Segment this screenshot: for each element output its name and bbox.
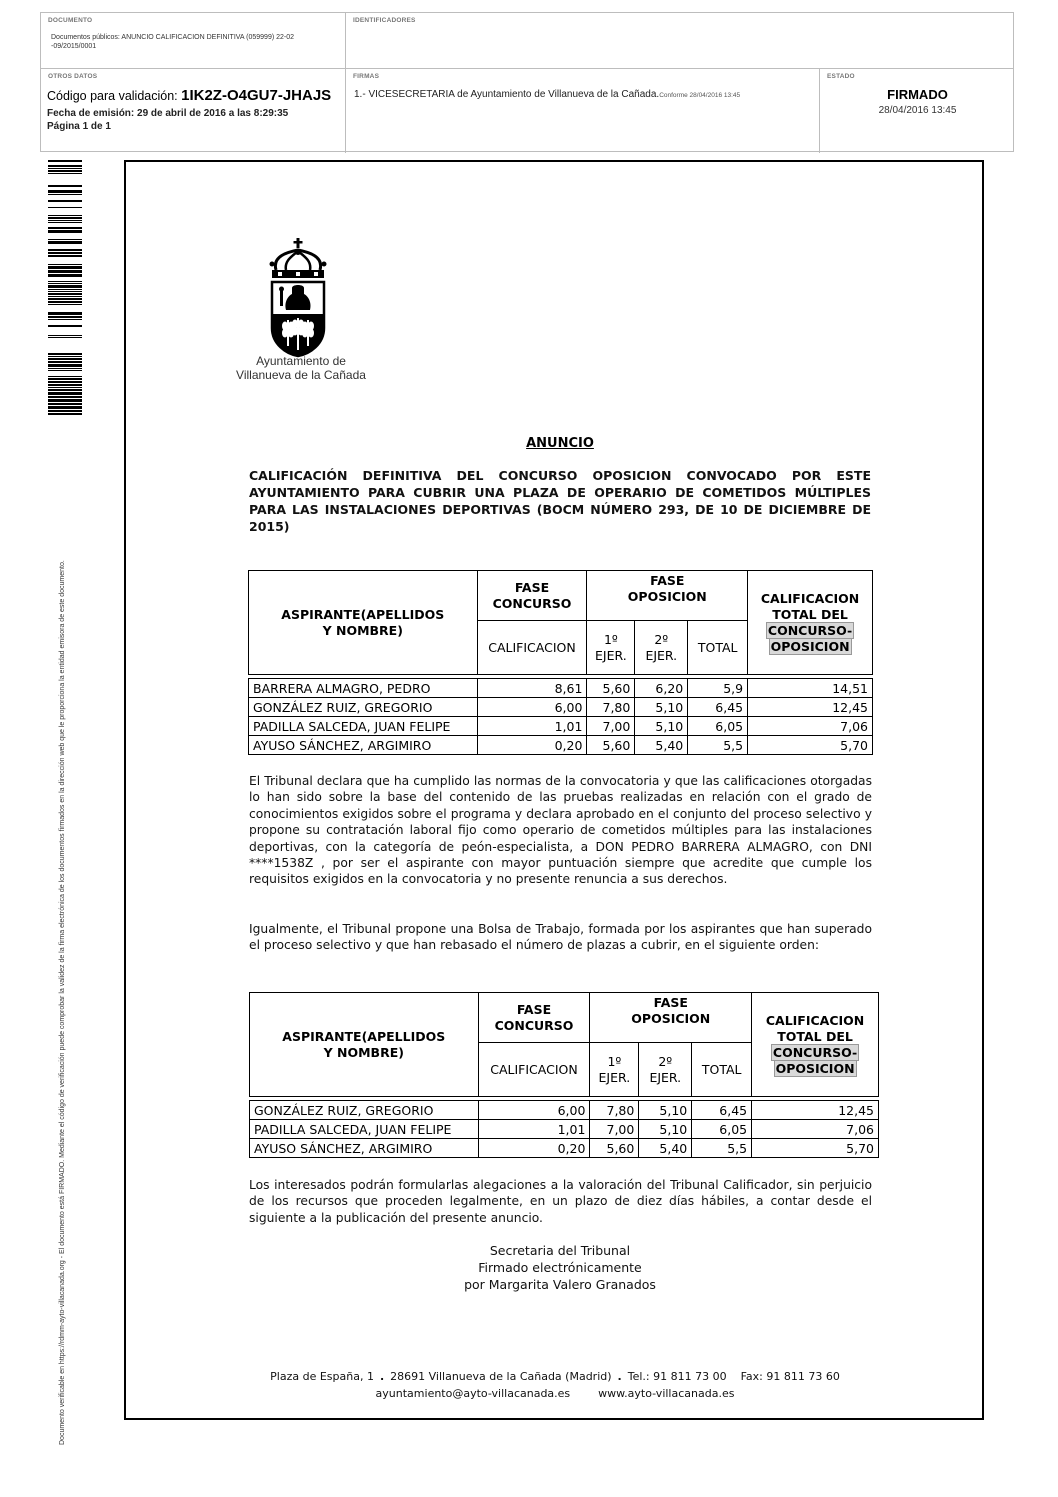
institution-name — [226, 354, 376, 382]
col-aspirante-header: ASPIRANTE(APELLIDOS Y NOMBRE) — [250, 993, 479, 1097]
firmas-value — [354, 89, 740, 100]
paragraph-alegaciones: Los interesados podrán formularlas alegaciones a la valoración del Tribunal Calificador, sin perjuicio de los recursos que proceden legalmente, en un plazo de diez días hábiles, a contar desde el siguiente a la publicación del presente anuncio. — [249, 1178, 872, 1225]
firmas-detail: Conforme 28/04/2016 13:45 — [659, 92, 741, 99]
footer-web-line — [126, 1385, 984, 1402]
signature-line3: por Margarita Valero Granados — [464, 1277, 656, 1292]
paragraph-bolsa-trabajo: Igualmente, el Tribunal propone una Bolsa de Trabajo, formada por los aspirantes que han superado el proceso selectivo y que han rebasado el número de plazas a cubrir, en el siguiente orden: — [249, 922, 872, 953]
page-count: Página 1 de 1 — [47, 121, 111, 132]
col-total-header: CALIFICACION TOTAL DEL CONCURSO- OPOSICION — [748, 571, 873, 675]
otros-datos-label: OTROS DATOS — [48, 73, 98, 80]
barcode-icon — [48, 160, 82, 416]
emission-date: Fecha de emisión: 29 de abril de 2016 a las 8:29:35 — [47, 108, 289, 119]
col-total-sub-header: TOTAL — [688, 621, 748, 675]
firmas-label: FIRMAS — [353, 73, 380, 80]
estado-value: FIRMADO — [887, 87, 948, 102]
signature-line2: Firmado electrónicamente — [478, 1260, 642, 1275]
col-total-sub-header: TOTAL — [692, 1043, 752, 1097]
estado-date: 28/04/2016 13:45 — [878, 105, 957, 116]
identificadores-cell — [346, 13, 1015, 68]
document-title: ANUNCIO — [526, 436, 594, 451]
footer-contact-line: Plaza de España, 1 . 28691 Villanueva de la Cañada (Madrid) . Tel.: 91 811 73 00 Fax: 91 811 73 60 — [270, 1370, 840, 1383]
grades-table-2 — [249, 992, 879, 1158]
validation-code-label: Código para validación: — [47, 89, 178, 103]
firmas-cell — [346, 69, 820, 153]
footer-city: 28691 Villanueva de la Cañada (Madrid) — [390, 1370, 612, 1383]
col-fase-oposicion-header: FASE OPOSICION — [587, 571, 748, 621]
identificadores-label: IDENTIFICADORES — [353, 17, 416, 24]
estado-label: ESTADO — [827, 73, 855, 80]
institution-name-line1: Ayuntamiento de — [256, 354, 346, 368]
table-row: AYUSO SÁNCHEZ, ARGIMIRO 0,20 5,60 5,40 5,5 5,70 — [249, 736, 873, 755]
table-row: AYUSO SÁNCHEZ, ARGIMIRO 0,20 5,60 5,40 5,5 5,70 — [250, 1139, 879, 1158]
col-ejer2-header: 2º EJER. — [639, 1043, 692, 1097]
validation-code[interactable]: 1IK2Z-O4GU7-JHAJS — [181, 87, 332, 104]
document-page — [124, 160, 984, 1420]
footer-fax: Fax: 91 811 73 60 — [740, 1370, 840, 1383]
col-calificacion-header: CALIFICACION — [478, 1043, 590, 1097]
col-ejer1-header: 1º EJER. — [587, 621, 635, 675]
page-footer — [126, 1368, 984, 1402]
footer-tel: Tel.: 91 811 73 00 — [627, 1370, 727, 1383]
table-row: PADILLA SALCEDA, JUAN FELIPE 1,01 7,00 5,10 6,05 7,06 — [250, 1120, 879, 1139]
validation-code-line — [47, 87, 331, 104]
signature-block — [249, 1242, 871, 1293]
firmas-signer: 1.- VICESECRETARIA de Ayuntamiento de Villanueva de la Cañada. — [354, 89, 660, 100]
table-row: PADILLA SALCEDA, JUAN FELIPE 1,01 7,00 5,10 6,05 7,06 — [249, 717, 873, 736]
footer-web[interactable]: www.ayto-villacanada.es — [598, 1387, 735, 1400]
paragraph-declaration: El Tribunal declara que ha cumplido las normas de la convocatoria y que las calificaciones otorgadas lo han sido sobre la base del contenido de las pruebas realizadas en relación con el grado de conocimientos exigidos sobre el programa y declara aprobado en el conjunto del proceso selectivo y propone su contratación laboral fijo como operario de cometidos múltiples para las instalaciones deportivas, con la categoría de peón-especialista, a DON PEDRO BARRERA ALMAGRO, con DNI ****1538Z , por ser el aspirante con mayor puntuación siempre que acredite que cumple los requisitos exigidos en la convocatoria y no presente renuncia a sus derechos. — [249, 774, 872, 887]
footer-address: Plaza de España, 1 — [270, 1370, 374, 1383]
col-calificacion-header: CALIFICACION — [477, 621, 587, 675]
grades-table-1 — [248, 570, 873, 755]
col-fase-concurso-header: FASE CONCURSO — [478, 993, 590, 1043]
estado-cell — [820, 69, 1015, 153]
coat-of-arms-icon — [258, 238, 338, 358]
col-fase-oposicion-header: FASE OPOSICION — [590, 993, 752, 1043]
col-fase-concurso-header: FASE CONCURSO — [477, 571, 587, 621]
footer-email[interactable]: ayuntamiento@ayto-villacanada.es — [375, 1387, 571, 1400]
col-ejer1-header: 1º EJER. — [590, 1043, 639, 1097]
col-ejer2-header: 2º EJER. — [635, 621, 688, 675]
table-row: GONZÁLEZ RUIZ, GREGORIO 6,00 7,80 5,10 6,45 12,45 — [249, 698, 873, 717]
otros-datos-cell — [41, 69, 346, 153]
document-subtitle: CALIFICACIÓN DEFINITIVA DEL CONCURSO OPOSICION CONVOCADO POR ESTE AYUNTAMIENTO PARA CUBRIR UNA PLAZA DE OPERARIO DE COMETIDOS MÚLTIPLES PARA LAS INSTALACIONES DEPORTIVAS (BOCM NÚMERO 293, DE 10 DE DICIEMBRE DE 2015) — [249, 468, 871, 534]
documento-cell — [41, 13, 346, 68]
vertical-verification-text: Documento verificable en https://rdmm-ayto-villacanada.org - El documento está FIRMADO. Mediante el código de verificación puede comprobar la validez de la firma electrónica de los documentos firmados en la dirección web que le proporciona la entidad emisora de este documento. — [59, 560, 66, 1445]
col-aspirante-header: ASPIRANTE(APELLIDOS Y NOMBRE) — [249, 571, 478, 675]
documento-value: Documentos públicos: ANUNCIO CALIFICACION DEFINITIVA (059999) 22-02 -09/2015/0001 — [51, 34, 295, 50]
col-total-header: CALIFICACION TOTAL DEL CONCURSO- OPOSICION — [752, 993, 879, 1097]
table-row: GONZÁLEZ RUIZ, GREGORIO 6,00 7,80 5,10 6,45 12,45 — [250, 1101, 879, 1120]
documento-label: DOCUMENTO — [48, 17, 93, 24]
document-metadata-header — [40, 12, 1014, 152]
signature-line1: Secretaria del Tribunal — [489, 1243, 631, 1258]
institution-name-line2: Villanueva de la Cañada — [236, 368, 366, 382]
table-row: BARRERA ALMAGRO, PEDRO 8,61 5,60 6,20 5,9 14,51 — [249, 679, 873, 698]
